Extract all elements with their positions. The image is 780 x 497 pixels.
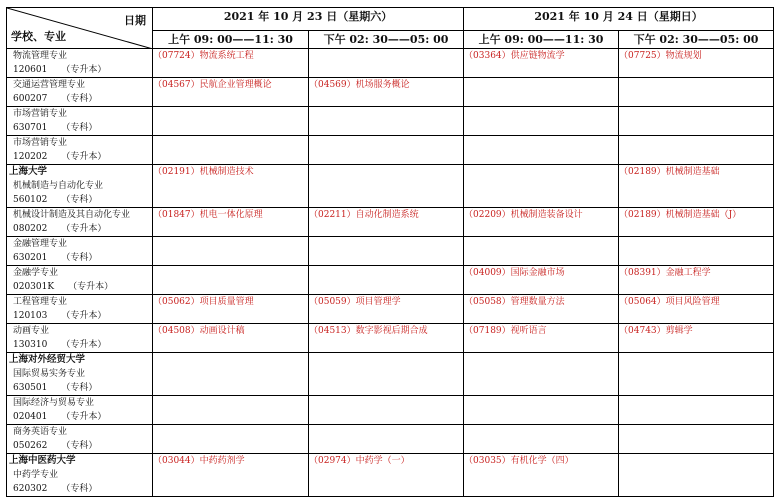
program-type: （专科）	[61, 195, 98, 205]
major-code: 620302	[13, 484, 48, 494]
exam-course-cell: （07724）物流系统工程	[153, 49, 309, 78]
exam-course-cell: （02211）自动化制造系统	[309, 208, 464, 237]
major-code: 080202	[13, 224, 48, 234]
program-type: （专科）	[61, 441, 98, 451]
major-name: 工程管理专业	[13, 297, 68, 307]
major-cell	[7, 425, 153, 454]
exam-course-cell	[153, 107, 309, 136]
program-type: （专升本）	[61, 340, 107, 350]
exam-course-cell: （03035）有机化学（四）	[464, 454, 619, 497]
exam-course-cell	[619, 78, 774, 107]
major-code: 630501	[13, 383, 48, 393]
exam-course-cell: （02191）机械制造技术	[153, 165, 309, 208]
program-type: （专科）	[61, 484, 98, 494]
exam-course-cell	[464, 107, 619, 136]
exam-course-cell	[153, 425, 309, 454]
slot-header-day1-pm: 下午 02: 30——05: 00	[309, 31, 464, 49]
major-cell	[7, 78, 153, 107]
exam-course-cell: （02974）中药学（一）	[309, 454, 464, 497]
slot-header-day2-pm: 下午 02: 30——05: 00	[619, 31, 774, 49]
table-row	[7, 454, 774, 497]
major-cell	[7, 136, 153, 165]
major-code: 560102	[13, 195, 48, 205]
exam-course-cell	[619, 353, 774, 396]
major-code: 050262	[13, 441, 48, 451]
exam-course-cell: （07189）视听语言	[464, 324, 619, 353]
major-cell	[7, 107, 153, 136]
major-cell	[7, 295, 153, 324]
major-name: 金融学专业	[13, 268, 59, 278]
table-row	[7, 425, 774, 454]
exam-course-cell	[619, 136, 774, 165]
exam-course-cell	[153, 136, 309, 165]
exam-course-cell	[309, 425, 464, 454]
program-type: （专升本）	[61, 412, 107, 422]
major-name: 市场营销专业	[13, 138, 68, 148]
slot-header-day1-am: 上午 09: 00——11: 30	[153, 31, 309, 49]
header-corner-cell	[7, 8, 153, 49]
exam-course-cell: （01847）机电一体化原理	[153, 208, 309, 237]
major-name: 金融管理专业	[13, 239, 68, 249]
program-type: （专科）	[61, 383, 98, 393]
exam-course-cell: （04567）民航企业管理概论	[153, 78, 309, 107]
table-row	[7, 107, 774, 136]
table-row	[7, 165, 774, 208]
major-cell	[7, 208, 153, 237]
slot-header-day2-am: 上午 09: 00——11: 30	[464, 31, 619, 49]
table-row	[7, 353, 774, 396]
university-name: 上海中医药大学	[9, 455, 76, 466]
exam-course-cell	[309, 49, 464, 78]
table-row	[7, 208, 774, 237]
exam-course-cell	[464, 136, 619, 165]
exam-course-cell	[619, 454, 774, 497]
exam-course-cell	[309, 266, 464, 295]
major-code: 120601	[13, 65, 48, 75]
exam-course-cell: （08391）金融工程学	[619, 266, 774, 295]
major-code: 020301K	[13, 282, 55, 292]
exam-course-cell: （04569）机场服务概论	[309, 78, 464, 107]
exam-course-cell	[619, 425, 774, 454]
exam-course-cell: （04743）剪辑学	[619, 324, 774, 353]
program-type: （专升本）	[61, 65, 107, 75]
exam-course-cell: （03364）供应链物流学	[464, 49, 619, 78]
major-code: 020401	[13, 412, 48, 422]
exam-schedule-table	[6, 7, 774, 497]
major-name: 中药学专业	[13, 470, 59, 480]
program-type: （专升本）	[61, 224, 107, 234]
exam-course-cell	[464, 237, 619, 266]
major-code: 630701	[13, 123, 48, 133]
major-name: 动画专业	[13, 326, 50, 336]
exam-course-cell	[153, 237, 309, 266]
exam-course-cell: （04513）数字影视后期合成	[309, 324, 464, 353]
exam-course-cell	[153, 353, 309, 396]
exam-course-cell: （07725）物流规划	[619, 49, 774, 78]
exam-course-cell: （02189）机械制造基础（J）	[619, 208, 774, 237]
table-row	[7, 266, 774, 295]
exam-course-cell: （05058）管理数量方法	[464, 295, 619, 324]
major-name: 市场营销专业	[13, 109, 68, 119]
table-row	[7, 136, 774, 165]
major-code: 120202	[13, 152, 48, 162]
exam-course-cell: （05064）项目风险管理	[619, 295, 774, 324]
table-row	[7, 324, 774, 353]
schedule-body	[7, 49, 774, 497]
exam-course-cell: （02189）机械制造基础	[619, 165, 774, 208]
major-name: 交通运营管理专业	[13, 80, 86, 90]
exam-course-cell	[309, 136, 464, 165]
major-code: 120103	[13, 311, 48, 321]
exam-course-cell	[153, 266, 309, 295]
exam-course-cell: （05062）项目质量管理	[153, 295, 309, 324]
major-code: 600207	[13, 94, 48, 104]
program-type: （专科）	[61, 123, 98, 133]
exam-course-cell	[464, 78, 619, 107]
exam-course-cell: （03044）中药药剂学	[153, 454, 309, 497]
university-name: 上海对外经贸大学	[9, 354, 86, 365]
exam-course-cell	[309, 353, 464, 396]
university-name: 上海大学	[9, 166, 48, 177]
major-name: 商务英语专业	[13, 427, 68, 437]
major-code: 130310	[13, 340, 48, 350]
exam-course-cell	[619, 237, 774, 266]
exam-course-cell	[309, 165, 464, 208]
exam-course-cell	[153, 396, 309, 425]
major-name: 物流管理专业	[13, 51, 68, 61]
table-row	[7, 396, 774, 425]
program-type: （专升本）	[61, 152, 107, 162]
day2-header: 2021 年 10 月 24 日（星期日）	[464, 8, 774, 31]
program-type: （专升本）	[61, 311, 107, 321]
exam-course-cell	[464, 165, 619, 208]
major-name: 国际经济与贸易专业	[13, 398, 95, 408]
major-cell	[7, 266, 153, 295]
major-name: 国际贸易实务专业	[13, 369, 86, 379]
date-label: 日期	[124, 14, 146, 27]
exam-course-cell	[619, 396, 774, 425]
program-type: （专升本）	[68, 282, 114, 292]
major-cell	[7, 165, 153, 208]
program-type: （专科）	[61, 94, 98, 104]
major-cell	[7, 454, 153, 497]
exam-course-cell: （05059）项目管理学	[309, 295, 464, 324]
day1-header: 2021 年 10 月 23 日（星期六）	[153, 8, 464, 31]
table-row	[7, 295, 774, 324]
exam-course-cell	[619, 107, 774, 136]
exam-course-cell: （04009）国际金融市场	[464, 266, 619, 295]
exam-course-cell	[309, 237, 464, 266]
exam-course-cell: （04508）动画设计稿	[153, 324, 309, 353]
exam-course-cell	[464, 353, 619, 396]
major-cell	[7, 396, 153, 425]
table-row	[7, 49, 774, 78]
major-cell	[7, 237, 153, 266]
school-major-label: 学校、专业	[11, 30, 66, 43]
exam-course-cell	[309, 396, 464, 425]
major-cell	[7, 353, 153, 396]
major-cell	[7, 49, 153, 78]
table-row	[7, 237, 774, 266]
major-cell	[7, 324, 153, 353]
exam-course-cell	[309, 107, 464, 136]
exam-course-cell	[464, 396, 619, 425]
program-type: （专科）	[61, 253, 98, 263]
major-name: 机械设计制造及其自动化专业	[13, 210, 131, 220]
table-row	[7, 78, 774, 107]
major-name: 机械制造与自动化专业	[13, 181, 104, 191]
exam-course-cell: （02209）机械制造装备设计	[464, 208, 619, 237]
major-code: 630201	[13, 253, 48, 263]
exam-course-cell	[464, 425, 619, 454]
